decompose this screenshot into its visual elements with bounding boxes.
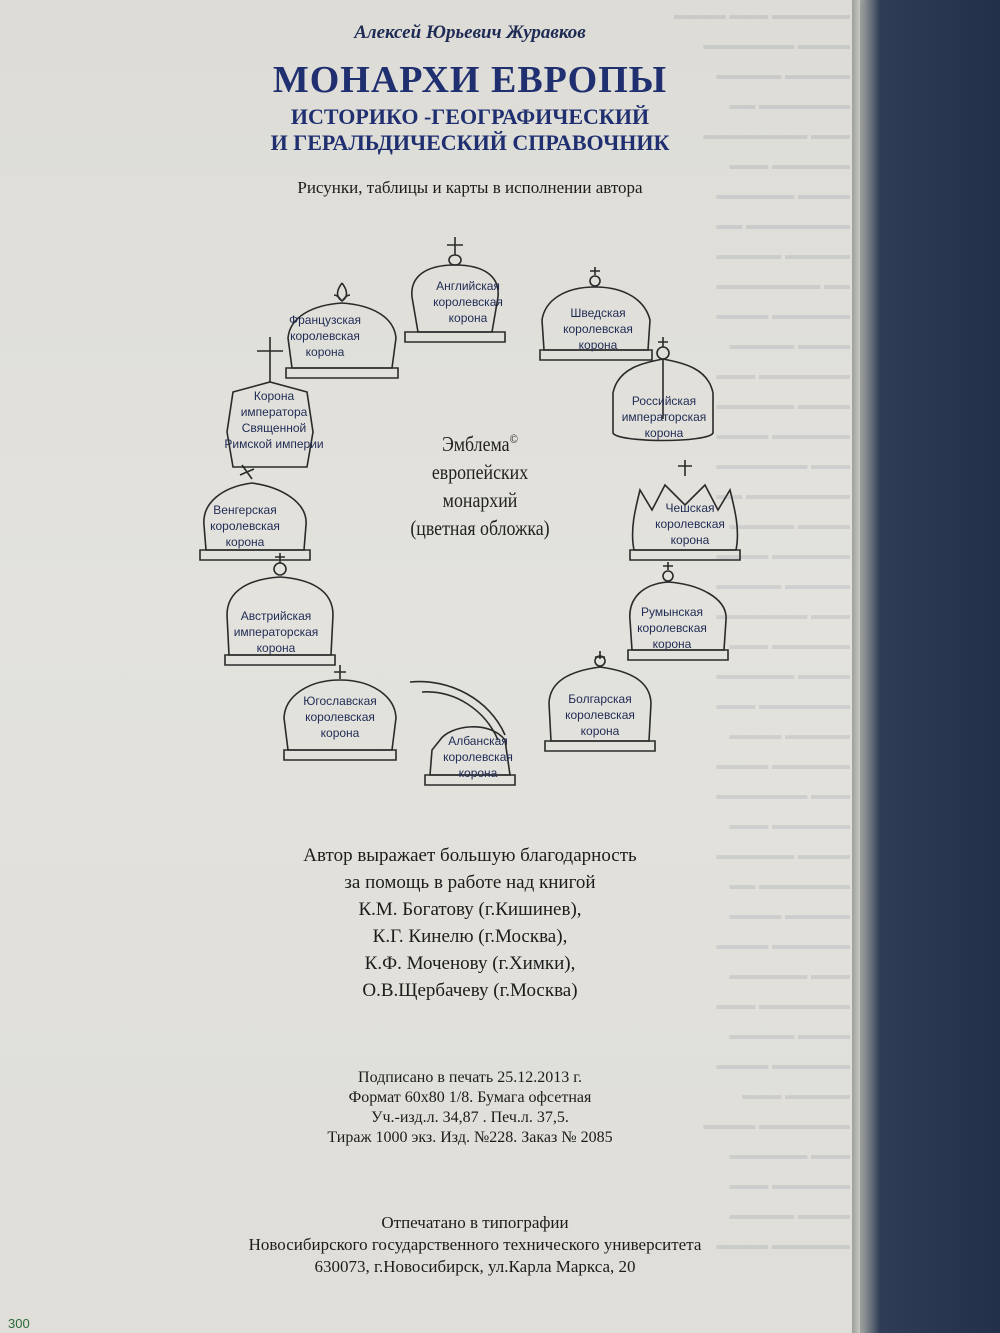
crown-label-line: Чешская xyxy=(665,501,715,515)
page-edge xyxy=(852,0,860,1333)
acknowledgements xyxy=(200,842,740,1004)
imprint-line3: Уч.-изд.л. 34,87 . Печ.л. 37,5. xyxy=(371,1109,569,1126)
crown-label-line: Священной xyxy=(241,421,307,435)
ack-line2: за помощь в работе над книгой xyxy=(344,872,596,893)
crown-label-austrian xyxy=(206,608,346,656)
crown-label-hre xyxy=(204,388,344,452)
imprint-line4: Тираж 1000 экз. Изд. №228. Заказ № 2085 xyxy=(327,1129,613,1146)
bleed-through-texture: ▬▬▬▬▬▬ ▬▬▬ ▬▬▬▬ ▬▬▬▬ ▬▬▬▬▬▬▬ ▬▬▬▬▬ ▬▬▬▬▬ ▬▬▬▬▬▬▬ ▬▬ ▬▬▬ ▬▬▬▬▬▬▬▬ ▬▬▬▬▬▬ ▬▬▬ ▬▬▬▬ ▬▬▬▬▬▬ ▬▬▬▬▬▬▬▬ ▬▬ ▬▬▬▬▬ ▬▬▬▬▬ ▬▬ ▬▬▬▬▬▬▬▬ ▬▬▬▬▬▬ ▬▬▬▬ ▬▬▬▬ ▬▬▬▬▬ ▬▬▬▬▬▬▬ ▬▬▬ ▬▬▬▬ ▬▬▬▬▬▬ ▬▬▬▬▬▬ ▬▬▬▬ ▬▬▬ ▬▬▬▬▬▬▬ ▬▬▬▬▬▬▬▬ ▬▬ ▬▬▬▬ ▬▬▬▬▬ ▬▬▬▬▬▬ ▬▬▬▬ ▬▬▬▬▬ ▬▬▬▬▬ ▬▬▬ ▬▬▬▬▬▬▬ ▬▬▬▬▬▬ ▬▬▬ ▬▬▬▬ ▬▬▬▬▬▬ ▬▬▬▬▬▬▬ ▬▬▬ ▬▬▬▬▬ ▬▬▬▬ ▬▬▬▬▬▬ ▬▬▬▬ ▬▬▬ ▬▬▬▬▬▬▬ ▬▬▬▬▬▬ ▬▬▬ ▬▬▬▬ ▬▬▬▬▬▬ ▬▬▬▬▬▬▬ ▬▬ ▬▬▬▬▬ ▬▬▬▬ ▬▬▬▬▬▬ ▬▬▬▬ ▬▬▬ ▬▬▬▬▬▬ ▬▬▬▬▬▬▬ ▬▬▬ ▬▬▬▬ ▬▬▬▬▬ ▬▬▬▬▬▬ ▬▬▬▬ ▬▬▬▬▬ ▬▬▬ ▬▬▬▬▬▬▬ ▬▬▬▬ ▬▬▬ ▬▬▬▬▬▬ ▬▬▬▬▬▬ ▬▬▬ ▬▬▬▬ ▬▬▬▬▬ ▬▬▬▬▬▬ ▬▬▬▬ xyxy=(673,7,850,1252)
crown-label-line: Шведская xyxy=(570,306,626,320)
emblem-line1: Эмблема xyxy=(441,432,510,456)
crown-label-bulgarian xyxy=(530,691,670,739)
page-number: 300 xyxy=(8,1316,30,1331)
crown-label-line: Югославская xyxy=(303,694,377,708)
emblem-line2: европейских xyxy=(431,460,529,484)
book-subtitle-line1: ИСТОРИКО -ГЕОГРАФИЧЕСКИЙ xyxy=(290,104,650,129)
crown-label-hungarian xyxy=(175,502,315,550)
crown-label-line: Албанская xyxy=(448,734,508,748)
crown-label-line: Российская xyxy=(631,394,697,408)
book-subtitle-line2: И ГЕРАЛЬДИЧЕСКИЙ СПРАВОЧНИК xyxy=(270,130,670,155)
imprint-line1: Подписано в печать 25.12.2013 г. xyxy=(358,1069,582,1086)
crown-label-line: королевская xyxy=(290,329,360,343)
crown-label-line: корона xyxy=(670,533,710,547)
crown-label-swedish xyxy=(528,305,668,353)
emblem-line3: монархий xyxy=(442,488,518,512)
ack-person: К.Г. Кинелю (г.Москва), xyxy=(372,926,568,947)
crown-label-line: корона xyxy=(652,637,692,651)
crown-label-french xyxy=(255,312,395,360)
crown-label-line: королевская xyxy=(433,295,503,309)
illustrations-credit: Рисунки, таблицы и карты в исполнении автора xyxy=(297,178,643,197)
ack-line1: Автор выражает большую благодарность xyxy=(303,845,637,866)
crown-label-line: корона xyxy=(225,535,265,549)
crown-label-line: корона xyxy=(448,311,488,325)
crown-label-line: Английская xyxy=(436,279,500,293)
crown-label-line: императорская xyxy=(621,410,707,424)
crown-label-line: Болгарская xyxy=(568,692,632,706)
crown-label-line: корона xyxy=(256,641,296,655)
crown-label-russian xyxy=(594,393,734,441)
crown-label-line: Румынская xyxy=(640,605,704,619)
emblem-line4: (цветная обложка) xyxy=(410,516,550,540)
crown-label-line: королевская xyxy=(305,710,375,724)
book-title: МОНАРХИ ЕВРОПЫ xyxy=(272,59,668,101)
crown-label-line: императорская xyxy=(233,625,319,639)
crown-label-line: королевская xyxy=(565,708,635,722)
crown-label-yugoslav xyxy=(270,693,410,741)
imprint-line2: Формат 60x80 1/8. Бумага офсетная xyxy=(348,1089,592,1106)
crown-label-albanian xyxy=(408,733,548,781)
crown-label-line: королевская xyxy=(655,517,725,531)
printer-line2: Новосибирского государственного технического университета xyxy=(248,1235,702,1254)
crown-label-line: корона xyxy=(580,724,620,738)
crown-label-line: Французская xyxy=(288,313,362,327)
ack-person: О.В.Щербачеву (г.Москва) xyxy=(362,980,578,1001)
emblem-caption xyxy=(395,425,565,542)
crown-label-line: королевская xyxy=(443,750,513,764)
crown-label-line: королевская xyxy=(637,621,707,635)
crown-label-romanian xyxy=(602,604,742,652)
crown-label-line: корона xyxy=(578,338,618,352)
copyright-mark: © xyxy=(509,431,519,446)
printer-info xyxy=(150,1212,800,1278)
imprint xyxy=(250,1068,690,1148)
author-name: Алексей Юрьевич Журавков xyxy=(354,22,586,43)
crown-label-line: королевская xyxy=(210,519,280,533)
crown-label-line: Корона xyxy=(253,389,295,403)
crown-label-line: корона xyxy=(458,766,498,780)
crown-label-czech xyxy=(620,500,760,548)
crown-label-line: Венгерская xyxy=(213,503,277,517)
printer-line3: 630073, г.Новосибирск, ул.Карла Маркса, 20 xyxy=(314,1257,636,1276)
crown-label-line: Австрийская xyxy=(240,609,312,623)
crown-label-line: королевская xyxy=(563,322,633,336)
ack-person: К.Ф. Моченову (г.Химки), xyxy=(364,953,576,974)
crown-label-line: корона xyxy=(644,426,684,440)
crown-label-english xyxy=(398,278,538,326)
crown-label-line: императора xyxy=(240,405,308,419)
crown-label-line: корона xyxy=(320,726,360,740)
crown-label-line: Римской империи xyxy=(224,437,324,451)
crown-label-line: корона xyxy=(305,345,345,359)
printer-line1: Отпечатано в типографии xyxy=(381,1213,569,1232)
ack-person: К.М. Богатову (г.Кишинев), xyxy=(358,899,582,920)
